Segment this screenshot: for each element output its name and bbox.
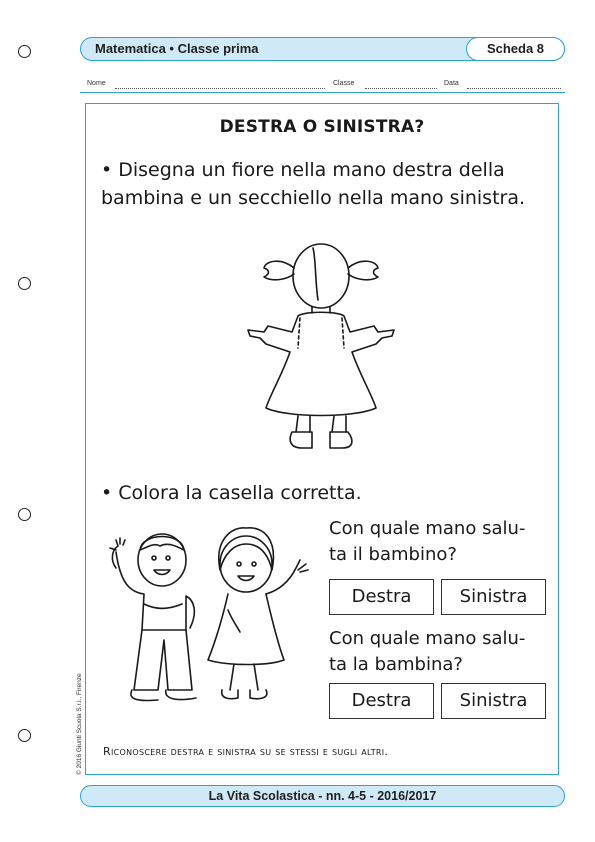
binder-hole-2 [18,277,31,290]
copyright-notice: © 2016 Giunti Scuola S.r.l., Firenze [76,673,83,775]
date-label: Data [444,80,459,87]
name-field[interactable] [115,88,325,89]
children-waving-illustration [104,520,324,710]
question-girl-line-2: ta la bambina? [329,654,463,675]
boy-option-sinistra[interactable]: Sinistra [441,579,546,615]
learning-objective-caption: Riconoscere destra e sinistra su se stessi e sugli altri. [103,745,389,758]
instruction-1 [101,156,525,212]
footer-bar: La Vita Scolastica - nn. 4-5 - 2016/2017 [80,785,565,807]
instruction-1-line-2: bambina e un secchiello nella mano sinistra. [101,187,526,209]
question-boy [329,516,525,568]
question-girl-line-1: Con quale mano salu- [329,628,526,649]
instruction-2: • Colora la casella corretta. [101,482,362,504]
student-info-line [87,80,565,92]
boy-option-destra[interactable]: Destra [329,579,434,615]
header-separator [80,92,565,93]
question-boy-line-1: Con quale mano salu- [329,518,526,539]
binder-hole-3 [18,508,31,521]
binder-hole-4 [18,729,31,742]
name-label: Nome [87,80,106,87]
question-boy-line-2: ta il bambino? [329,544,457,565]
header-bar [80,37,565,61]
sheet-number: Scheda 8 [466,37,565,61]
class-label: Classe [333,80,355,87]
class-field[interactable] [365,88,437,89]
date-field[interactable] [467,88,561,89]
subject-title: Matematica • Classe prima [95,41,259,56]
binder-hole-1 [18,45,31,58]
instruction-1-line-1: • Disegna un fiore nella mano destra della [101,159,505,181]
girl-from-behind-illustration [236,240,406,455]
question-girl [329,626,525,678]
girl-option-destra[interactable]: Destra [329,683,434,719]
worksheet-title: DESTRA O SINISTRA? [219,117,425,137]
girl-option-sinistra[interactable]: Sinistra [441,683,546,719]
